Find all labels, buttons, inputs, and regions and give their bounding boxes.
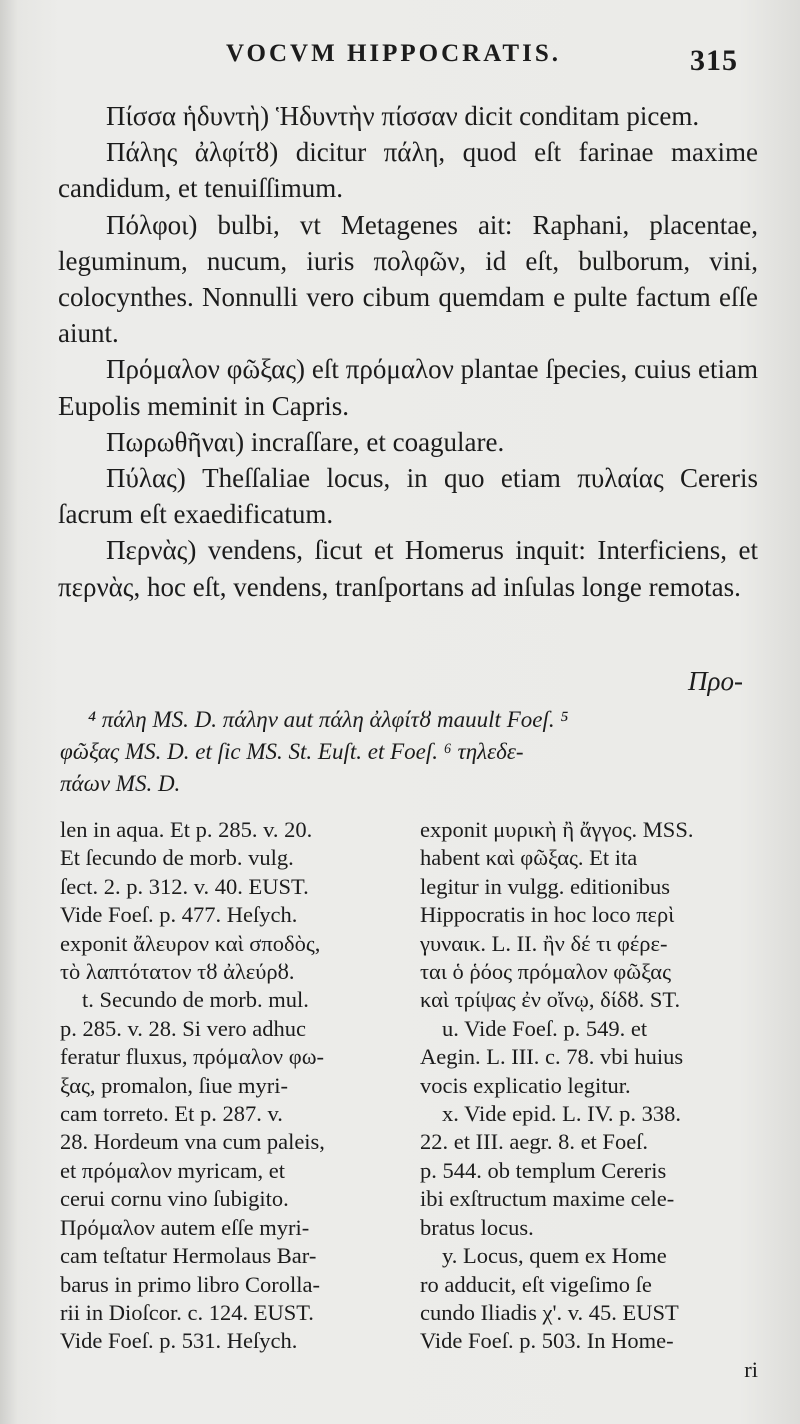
- text-line: ται ὁ ῥόος πρόμαλον φῶξας: [420, 959, 671, 985]
- lexicon-entry: Πύλας) Theſſaliae locus, in quo etiam πυλαίας Cereris ſacrum eſt exaedificatum.: [58, 463, 758, 530]
- text-line: τὸ λαπτότατον τȣ ἀλεύρȣ.: [60, 959, 295, 985]
- running-head: VOCVM HIPPOCRATIS.: [226, 40, 561, 67]
- text-line: u. Vide Foeſ. p. 549. et: [442, 1015, 648, 1041]
- lexicon-entry: Πρόμαλον φῶξας) eſt πρόμαλον plantae ſpecies, cuius etiam Eupolis meminit in Capris.: [58, 354, 758, 421]
- text-line: 22. et III. aegr. 8. et Foeſ.: [420, 1129, 649, 1155]
- text-line: habent καὶ φῶξας. Et ita: [420, 845, 638, 871]
- commentary-paragraph: [420, 816, 764, 1015]
- text-line: p. 544. ob templum Cereris: [420, 1157, 667, 1183]
- text-line: et πρόμαλον myricam, et: [60, 1157, 285, 1183]
- text-line: barus in primo libro Corolla-: [60, 1271, 320, 1297]
- text-line: καὶ τρίψας ἐν οἴνῳ, δίδȣ. ST.: [420, 987, 681, 1013]
- text-line: Hippocratis in hoc loco περὶ: [420, 902, 675, 928]
- text-line: legitur in vulgg. editionibus: [420, 873, 670, 899]
- page-number: 315: [690, 44, 738, 77]
- text-line: rii in Dioſcor. c. 124. EUST.: [60, 1299, 314, 1325]
- text-line: cam teſtatur Hermolaus Bar-: [60, 1243, 317, 1269]
- commentary-columns: [60, 816, 764, 1396]
- text-line: exponit ἄλευρον καὶ σποδὸς,: [60, 930, 321, 956]
- text-line: 28. Hordeum vna cum paleis,: [60, 1129, 325, 1155]
- text-line: y. Locus, quem ex Home: [442, 1243, 667, 1269]
- footnote-line: πάων MS. D.: [60, 771, 181, 796]
- text-line: γυναικ. L. II. ἢν δέ τι φέρε-: [420, 930, 668, 956]
- text-line: cerui cornu vino ſubigito.: [60, 1186, 289, 1212]
- lexicon-entry: Περνὰς) vendens, ſicut et Homerus inquit: Interficiens, et περνὰς, hoc eſt, vendens, tranſportans ad inſulas longe remotas.: [58, 535, 758, 602]
- text-line: Vide Foeſ. p. 531. Heſych.: [60, 1328, 298, 1354]
- footnote-line: φῶξας MS. D. et ſic MS. St. Euſt. et Foeſ. ⁶ τηλεδε-: [60, 739, 524, 764]
- text-line: ro adducit, eſt vigeſimo ſe: [420, 1271, 652, 1297]
- text-line: len in aqua. Et p. 285. v. 20.: [60, 817, 313, 842]
- lexicon-entry: Πίσσα ἡδυντὴ) Ἡδυντὴν πίσσαν dicit conditam picem.: [106, 101, 700, 131]
- main-text-block: [58, 98, 758, 605]
- text-line: t. Secundo de morb. mul.: [82, 987, 309, 1013]
- text-line: ri: [744, 1356, 758, 1382]
- text-line: Vide Foeſ. p. 477. Heſych.: [60, 902, 298, 928]
- lexicon-entry: Πόλφοι) bulbi, vt Metagenes ait: Raphani, placentae, leguminum, nucum, iuris πολφῶν, id eſt, bulborum, vini, colocynthes. Nonnulli vero cibum quemdam e pulte factum eſſe aiunt.: [58, 209, 758, 349]
- text-line: exponit μυρικὴ ἢ ἄγγος. MSS.: [420, 817, 694, 842]
- text-line: Aegin. L. III. c. 78. vbi huius: [420, 1044, 684, 1070]
- commentary-paragraph: [420, 1242, 764, 1384]
- text-line: p. 285. v. 28. Si vero adhuc: [60, 1015, 307, 1041]
- footnotes: [60, 704, 760, 800]
- text-line: cundo Iliadis χ'. v. 45. EUST: [420, 1299, 679, 1325]
- catchword: Προ-: [688, 666, 743, 696]
- commentary-paragraph: [60, 816, 402, 986]
- right-column: [420, 816, 764, 1384]
- commentary-paragraph: [420, 1100, 764, 1242]
- text-line: vocis explicatio legitur.: [420, 1072, 631, 1098]
- lexicon-entry: Πωρωθῆναι) incraſſare, et coagulare.: [106, 426, 505, 457]
- text-line: ibi exſtructum maxime cele-: [420, 1186, 675, 1212]
- left-column: [60, 816, 402, 1356]
- page-header: [0, 40, 800, 80]
- text-line: ξας, promalon, ſiue myri-: [60, 1072, 288, 1098]
- text-line: Πρόμαλον autem eſſe myri-: [60, 1214, 310, 1240]
- text-line: bratus locus.: [420, 1214, 534, 1240]
- text-line: x. Vide epid. L. IV. p. 338.: [442, 1101, 682, 1127]
- footnote-line: ⁴ πάλη MS. D. πάλην aut πάλη ἀλφίτȣ mauult Foeſ. ⁵: [88, 707, 569, 732]
- text-line: feratur fluxus, πρόμαλον φω-: [60, 1044, 325, 1070]
- text-line: Et ſecundo de morb. vulg.: [60, 845, 294, 871]
- text-line: Vide Foeſ. p. 503. In Home-: [420, 1328, 674, 1354]
- commentary-paragraph: [60, 986, 402, 1355]
- text-line: ſect. 2. p. 312. v. 40. EUST.: [60, 873, 309, 899]
- lexicon-entry: Πάλης ἀλφίτȣ) dicitur πάλη, quod eſt farinae maxime candidum, et tenuiſſimum.: [58, 137, 758, 204]
- text-line: cam torreto. Et p. 287. v.: [60, 1101, 283, 1127]
- commentary-paragraph: [420, 1015, 764, 1100]
